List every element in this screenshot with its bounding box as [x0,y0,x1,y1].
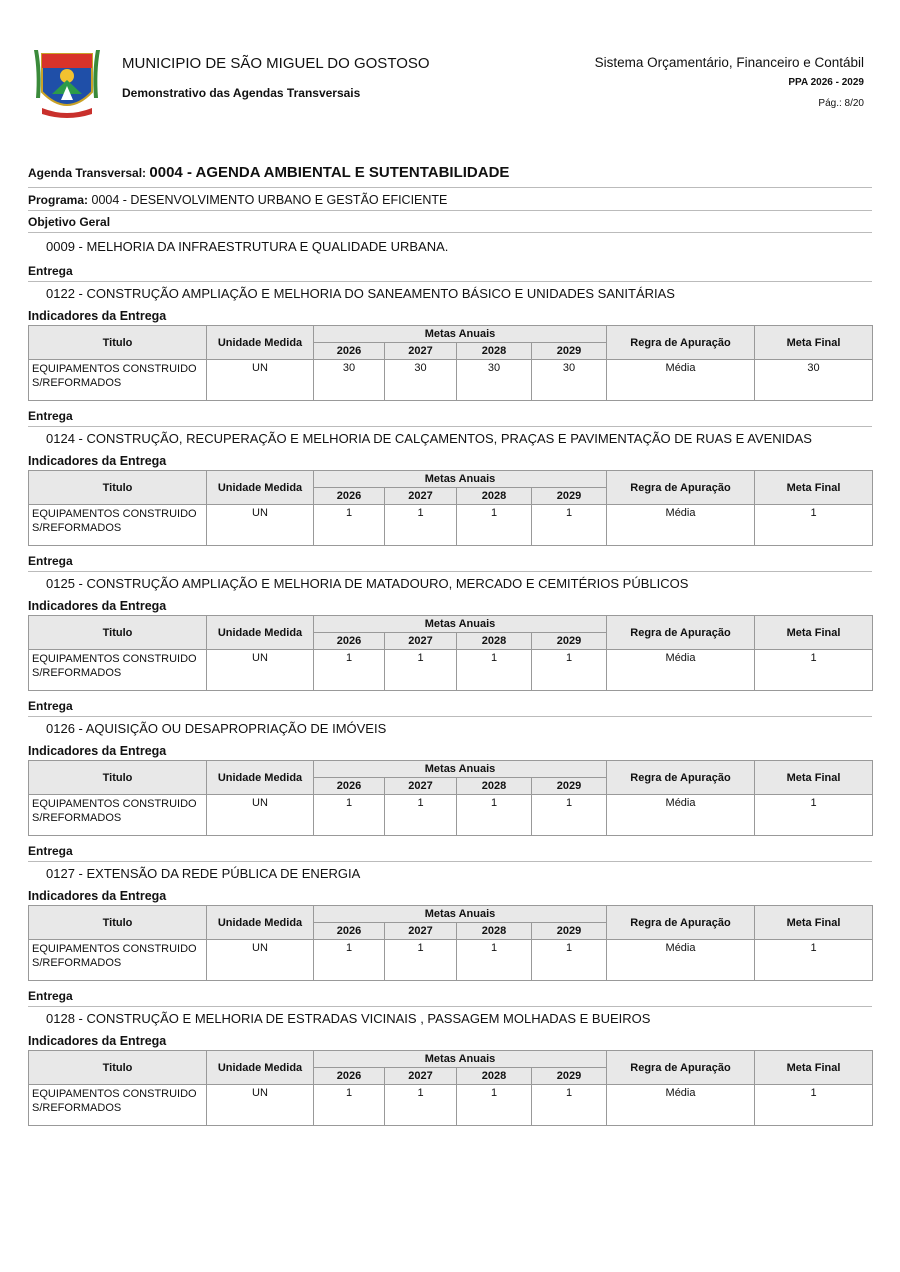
cell-regra: Média [607,1085,755,1126]
indicadores-table [28,470,873,546]
cell-meta-2027: 1 [385,795,457,836]
cell-meta-2028: 1 [457,505,532,546]
indicadores-table [28,615,873,691]
table-row [29,505,873,546]
entrega-description: 0122 - CONSTRUÇÃO AMPLIAÇÃO E MELHORIA DO SANEAMENTO BÁSICO E UNIDADES SANITÁRIAS [46,286,675,301]
entrega-block [28,695,872,836]
col-year-2028: 2028 [457,923,532,940]
col-titulo: Titulo [29,761,207,795]
municipal-coat-of-arms-icon [28,42,106,120]
entrega-block [28,550,872,691]
cell-meta-2026: 1 [314,505,385,546]
programa-label: Programa: [28,193,89,207]
col-meta-final: Meta Final [755,326,873,360]
col-year-2026: 2026 [314,488,385,505]
col-year-2028: 2028 [457,343,532,360]
col-metas-anuais: Metas Anuais [314,471,607,488]
col-titulo: Titulo [29,326,207,360]
col-metas-anuais: Metas Anuais [314,1051,607,1068]
col-unidade: Unidade Medida [207,471,314,505]
cell-titulo: EQUIPAMENTOS CONSTRUIDOS/REFORMADOS [29,650,207,691]
col-regra: Regra de Apuração [607,471,755,505]
report-header [0,0,900,130]
entrega-label: Entrega [28,985,872,1007]
col-meta-final: Meta Final [755,616,873,650]
programa-heading [28,188,872,211]
cell-unidade: UN [207,795,314,836]
cell-meta-2028: 1 [457,940,532,981]
col-year-2027: 2027 [385,1068,457,1085]
entrega-label: Entrega [28,405,872,427]
entrega-description: 0126 - AQUISIÇÃO OU DESAPROPRIAÇÃO DE IMÓVEIS [46,721,387,736]
cell-meta-2027: 1 [385,650,457,691]
col-regra: Regra de Apuração [607,906,755,940]
cell-meta-2028: 1 [457,1085,532,1126]
cell-unidade: UN [207,940,314,981]
col-meta-final: Meta Final [755,761,873,795]
page-number: Pág.: 8/20 [818,98,864,109]
col-year-2028: 2028 [457,488,532,505]
cell-meta-2026: 1 [314,795,385,836]
cell-meta-2026: 1 [314,650,385,691]
cell-regra: Média [607,940,755,981]
col-meta-final: Meta Final [755,471,873,505]
cell-meta-2029: 1 [532,940,607,981]
ppa-period: PPA 2026 - 2029 [788,77,864,88]
indicadores-label: Indicadores da Entrega [28,1034,167,1048]
cell-meta-2028: 30 [457,360,532,401]
cell-meta-2027: 30 [385,360,457,401]
col-year-2026: 2026 [314,778,385,795]
cell-meta-final: 1 [755,1085,873,1126]
municipality-name: MUNICIPIO DE SÃO MIGUEL DO GOSTOSO [122,55,430,72]
table-row [29,360,873,401]
col-regra: Regra de Apuração [607,326,755,360]
indicadores-label: Indicadores da Entrega [28,454,167,468]
cell-meta-2027: 1 [385,1085,457,1126]
indicadores-table [28,760,873,836]
col-year-2027: 2027 [385,923,457,940]
entregas-list [28,260,872,1126]
cell-meta-2027: 1 [385,505,457,546]
entrega-description: 0128 - CONSTRUÇÃO E MELHORIA DE ESTRADAS VICINAIS , PASSAGEM MOLHADAS E BUEIROS [46,1011,651,1026]
agenda-heading [28,160,872,188]
col-year-2028: 2028 [457,1068,532,1085]
entrega-block [28,405,872,546]
indicadores-table [28,325,873,401]
col-metas-anuais: Metas Anuais [314,906,607,923]
cell-regra: Média [607,795,755,836]
programa-value: 0004 - DESENVOLVIMENTO URBANO E GESTÃO EFICIENTE [91,193,448,207]
entrega-label: Entrega [28,550,872,572]
col-titulo: Titulo [29,1051,207,1085]
col-year-2027: 2027 [385,778,457,795]
col-year-2026: 2026 [314,633,385,650]
col-year-2029: 2029 [532,923,607,940]
report-body [28,160,872,1130]
col-year-2029: 2029 [532,343,607,360]
col-year-2026: 2026 [314,923,385,940]
table-row [29,795,873,836]
cell-meta-2029: 1 [532,795,607,836]
cell-meta-2029: 1 [532,650,607,691]
cell-meta-2026: 1 [314,1085,385,1126]
col-regra: Regra de Apuração [607,1051,755,1085]
entrega-label: Entrega [28,695,872,717]
cell-unidade: UN [207,650,314,691]
cell-meta-final: 1 [755,940,873,981]
entrega-label: Entrega [28,840,872,862]
cell-meta-2029: 1 [532,505,607,546]
col-unidade: Unidade Medida [207,1051,314,1085]
indicadores-label: Indicadores da Entrega [28,744,167,758]
col-metas-anuais: Metas Anuais [314,326,607,343]
col-year-2027: 2027 [385,488,457,505]
col-unidade: Unidade Medida [207,906,314,940]
col-year-2029: 2029 [532,633,607,650]
cell-unidade: UN [207,1085,314,1126]
cell-titulo: EQUIPAMENTOS CONSTRUIDOS/REFORMADOS [29,940,207,981]
col-year-2026: 2026 [314,1068,385,1085]
cell-meta-final: 1 [755,505,873,546]
system-name: Sistema Orçamentário, Financeiro e Contábil [594,55,864,70]
col-titulo: Titulo [29,471,207,505]
entrega-block [28,260,872,401]
cell-meta-2029: 1 [532,1085,607,1126]
cell-regra: Média [607,360,755,401]
cell-meta-2028: 1 [457,795,532,836]
col-metas-anuais: Metas Anuais [314,616,607,633]
cell-regra: Média [607,505,755,546]
entrega-block [28,985,872,1126]
agenda-label: Agenda Transversal: [28,166,147,180]
col-metas-anuais: Metas Anuais [314,761,607,778]
col-meta-final: Meta Final [755,1051,873,1085]
col-year-2027: 2027 [385,633,457,650]
col-regra: Regra de Apuração [607,616,755,650]
indicadores-label: Indicadores da Entrega [28,599,167,613]
col-year-2028: 2028 [457,633,532,650]
objetivo-label: Objetivo Geral [28,211,872,233]
col-meta-final: Meta Final [755,906,873,940]
col-unidade: Unidade Medida [207,761,314,795]
col-year-2028: 2028 [457,778,532,795]
cell-meta-final: 30 [755,360,873,401]
cell-titulo: EQUIPAMENTOS CONSTRUIDOS/REFORMADOS [29,360,207,401]
cell-titulo: EQUIPAMENTOS CONSTRUIDOS/REFORMADOS [29,1085,207,1126]
col-year-2027: 2027 [385,343,457,360]
cell-meta-2026: 1 [314,940,385,981]
entrega-label: Entrega [28,260,872,282]
table-row [29,1085,873,1126]
entrega-description: 0124 - CONSTRUÇÃO, RECUPERAÇÃO E MELHORIA DE CALÇAMENTOS, PRAÇAS E PAVIMENTAÇÃO DE RUAS E AVENIDAS [46,431,812,446]
cell-meta-2029: 30 [532,360,607,401]
table-row [29,650,873,691]
col-year-2029: 2029 [532,778,607,795]
cell-meta-2027: 1 [385,940,457,981]
col-unidade: Unidade Medida [207,616,314,650]
indicadores-table [28,905,873,981]
agenda-value: 0004 - AGENDA AMBIENTAL E SUTENTABILIDADE [149,164,510,181]
col-titulo: Titulo [29,906,207,940]
cell-meta-2028: 1 [457,650,532,691]
cell-meta-final: 1 [755,795,873,836]
objetivo-value: 0009 - MELHORIA DA INFRAESTRUTURA E QUALIDADE URBANA. [46,239,449,254]
col-year-2026: 2026 [314,343,385,360]
cell-titulo: EQUIPAMENTOS CONSTRUIDOS/REFORMADOS [29,795,207,836]
cell-titulo: EQUIPAMENTOS CONSTRUIDOS/REFORMADOS [29,505,207,546]
cell-meta-final: 1 [755,650,873,691]
table-row [29,940,873,981]
indicadores-label: Indicadores da Entrega [28,309,167,323]
entrega-block [28,840,872,981]
entrega-description: 0127 - EXTENSÃO DA REDE PÚBLICA DE ENERGIA [46,866,361,881]
indicadores-label: Indicadores da Entrega [28,889,167,903]
entrega-description: 0125 - CONSTRUÇÃO AMPLIAÇÃO E MELHORIA DE MATADOURO, MERCADO E CEMITÉRIOS PÚBLICOS [46,576,689,591]
indicadores-table [28,1050,873,1126]
report-title: Demonstrativo das Agendas Transversais [122,86,361,100]
col-titulo: Titulo [29,616,207,650]
cell-unidade: UN [207,505,314,546]
col-year-2029: 2029 [532,1068,607,1085]
col-unidade: Unidade Medida [207,326,314,360]
cell-unidade: UN [207,360,314,401]
cell-meta-2026: 30 [314,360,385,401]
col-regra: Regra de Apuração [607,761,755,795]
col-year-2029: 2029 [532,488,607,505]
cell-regra: Média [607,650,755,691]
